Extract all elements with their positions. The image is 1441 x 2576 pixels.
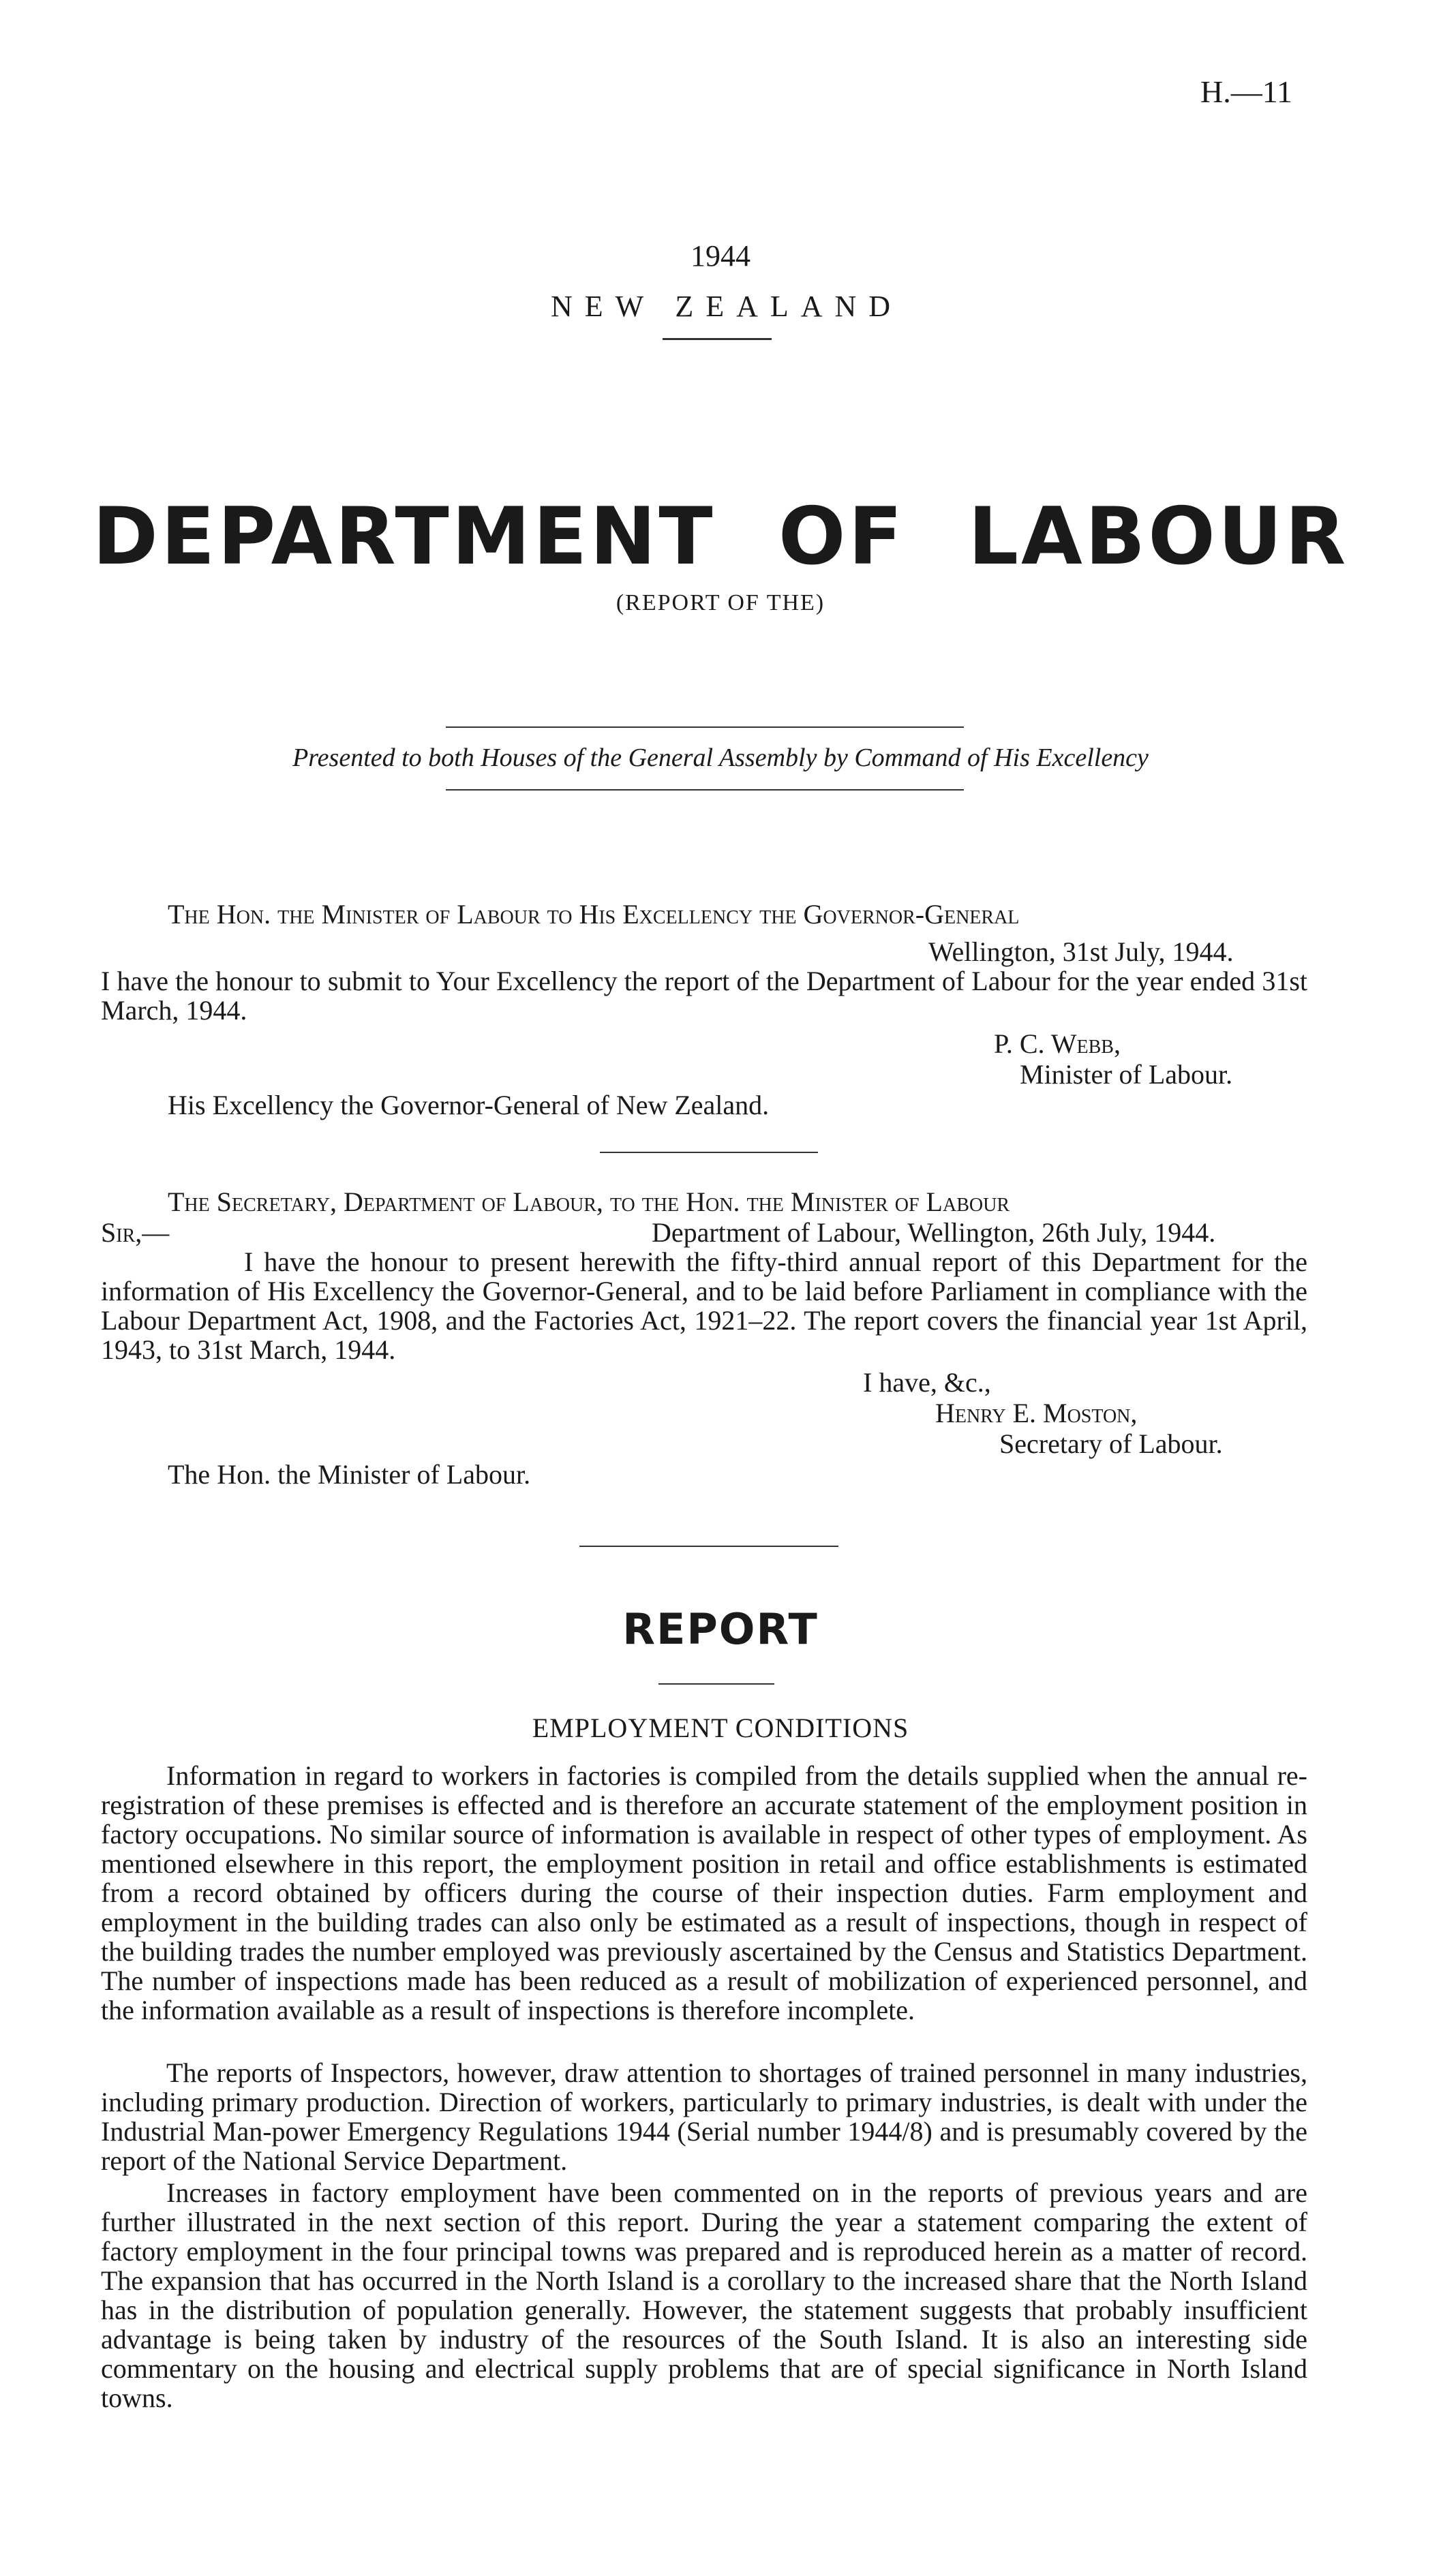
letter1-signer-title: Minister of Labour. (1020, 1059, 1233, 1090)
page-reference: H.—11 (1200, 74, 1292, 109)
letter1-body: I have the honour to submit to Your Excellency the report of the Department of Labour for the year ended 31st March, 1944. (101, 966, 1307, 1026)
letter1-addressee: His Excellency the Governor-General of New Zealand. (168, 1090, 770, 1120)
divider-presented-top (446, 726, 964, 728)
report-paragraph-1: Information in regard to workers in factories is compiled from the details supplied when the annual re-registration of these premises is effected and is therefore an accurate statement of the employment position in factory occupations. No similar source of information is available in respect of other types of employment. As mentioned elsewhere in this report, the employment position in retail and office establishments is estimated from a record obtained by officers during the course of their inspection duties. Farm employment and employment in the building trades can also only be estimated as a result of inspections, though in respect of the building trades the number employed was previously ascertained by the Census and Statistics Department. The number of inspections made has been reduced as a result of mobilization of experienced personnel, and the information available as a result of inspections is therefore incomplete. (101, 1760, 1307, 2025)
report-year: 1944 (691, 239, 750, 273)
divider-report-short (658, 1683, 774, 1685)
report-paragraph-3: Increases in factory employment have been commented on in the reports of previous years and are further illustrated in the next section of this report. During the year a statement comparing the extent of factory employment in the four principal towns was prepared and is reproduced herein as a matter of record. The expansion that has occurred in the North Island is a corollary to the increased share that the North Island has in the distribution of population generally. However, the statement suggests that probably insufficient advantage is being taken by industry of the resources of the South Island. It is also an interesting side commentary on the housing and electrical supply problems that are of special significance in North Island towns. (101, 2177, 1307, 2413)
divider-presented-bottom (446, 789, 964, 791)
letter2-signer-title: Secretary of Labour. (999, 1428, 1223, 1459)
letter1-place-date: Wellington, 31st July, 1944. (928, 936, 1234, 967)
letter2-signer: Henry E. Moston, (935, 1398, 1138, 1428)
letter2-salutation: Sir,— (101, 1217, 170, 1248)
letter1-heading: The Hon. the Minister of Labour to His Excellency the Governor-General (168, 899, 1020, 930)
main-title: DEPARTMENT OF LABOUR (92, 491, 1349, 583)
report-paragraph-2: The reports of Inspectors, however, draw attention to shortages of trained personnel in many industries, including primary production. Direction of workers, particularly to primary industries, is dealt with under the Industrial Man-power Emergency Regulations 1944 (Serial number 1944/8) and is presumably covered by the report of the National Service Department. (101, 2057, 1307, 2176)
letter2-heading: The Secretary, Department of Labour, to the Hon. the Minister of Labour (168, 1186, 1010, 1217)
letter2-closing: I have, &c., (863, 1367, 991, 1398)
letter2-place-date: Department of Labour, Wellington, 26th July, 1944. (652, 1217, 1216, 1248)
divider-short (663, 338, 772, 340)
report-heading: REPORT (622, 1604, 819, 1654)
section-heading: EMPLOYMENT CONDITIONS (532, 1713, 909, 1743)
letter2-addressee: The Hon. the Minister of Labour. (168, 1459, 531, 1490)
presented-line: Presented to both Houses of the General Assembly by Command of His Excellency (292, 743, 1149, 772)
country-name: NEW ZEALAND (550, 290, 903, 323)
divider-report (579, 1546, 838, 1547)
letter2-body: I have the honour to present herewith the fifty-third annual report of this Department for the information of His Excellency the Governor-General, and to be laid before Parliament in compliance with the Labour Department Act, 1908, and the Factories Act, 1921–22. The report covers the financial year 1st April, 1943, to 31st March, 1944. (101, 1246, 1307, 1365)
letter1-signer: P. C. Webb, (994, 1028, 1121, 1059)
main-subtitle: (REPORT OF THE) (616, 590, 825, 615)
divider-letters (600, 1152, 818, 1153)
